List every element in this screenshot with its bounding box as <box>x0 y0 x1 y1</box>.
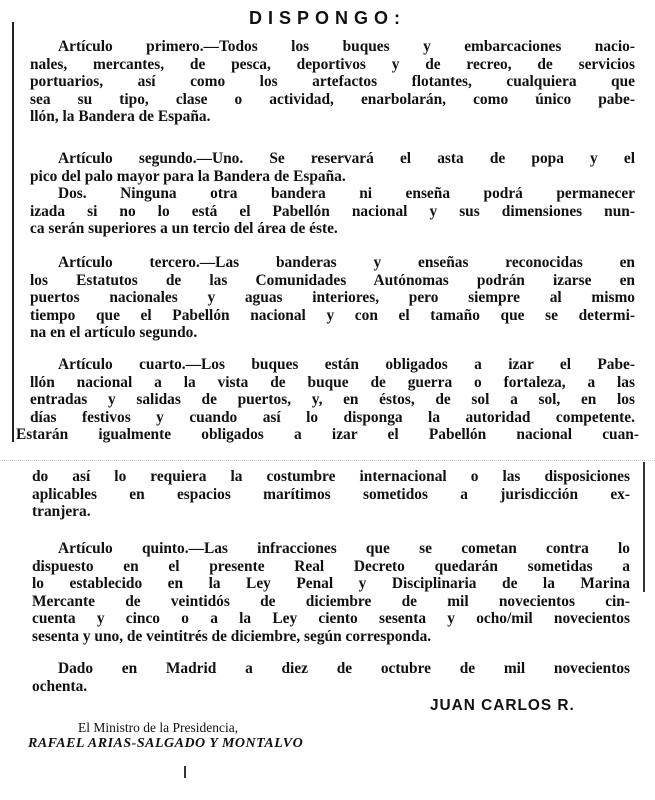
minister-name: RAFAEL ARIAS-SALGADO Y MONTALVO <box>28 736 304 751</box>
text-line: llón nacional a la vista de buque de guerra o fortaleza, a las <box>30 373 635 391</box>
text-line: Artículo quinto.—Las infracciones que se cometan contra lo <box>58 540 630 557</box>
articulo-cuarto <box>16 356 639 444</box>
articulo-segundo <box>30 150 635 238</box>
text-line: ochenta. <box>32 677 88 695</box>
text-line: aplicables en espacios marítimos sometidos a jurisdicción ex- <box>32 485 630 503</box>
text-line: sea su tipo, clase o actividad, enarbolarán, como único pabe- <box>30 90 635 108</box>
heading-dispongo: DISPONGO: <box>248 8 406 28</box>
dado-en-madrid <box>32 660 630 695</box>
text-line: los Estatutos de las Comunidades Autónomas podrán izarse en <box>30 271 635 289</box>
signature-king: JUAN CARLOS R. <box>430 697 575 714</box>
text-line: tiempo que el Pabellón nacional y con el tamaño que se determi- <box>30 306 635 324</box>
text-line: Artículo segundo.—Uno. Se reservará el asta de popa y el <box>58 150 635 167</box>
text-line: Dado en Madrid a diez de octubre de mil novecientos <box>58 660 630 677</box>
text-line: entradas y salidas de puertos, y, en éstos, de sol a sol, en los <box>30 391 635 409</box>
text-line: na en el artículo segundo. <box>30 324 198 342</box>
left-column-rule <box>12 22 14 442</box>
text-line: Mercante de veintidós de diciembre de mil novecientos cin- <box>32 592 630 610</box>
text-line: sesenta y uno, de veintitrés de diciembre, según corresponda. <box>32 627 432 645</box>
print-mark <box>184 766 186 778</box>
text-line: portuarios, así como los artefactos flotantes, cualquiera que <box>30 73 635 91</box>
text-line: izada si no lo está el Pabellón nacional y sus dimensiones nun- <box>30 202 635 220</box>
right-column-rule <box>643 462 645 592</box>
text-line: puertos nacionales y aguas interiores, pero siempre al mismo <box>30 289 635 307</box>
text-line: Dos. Ninguna otra bandera ni enseña podrá permanecer <box>58 185 635 203</box>
articulo-cuarto-continuation <box>32 468 630 521</box>
text-line: nales, mercantes, de pesca, deportivos y de recreo, de servicios <box>30 55 635 73</box>
text-line: pico del palo mayor para la Bandera de España. <box>30 167 346 185</box>
text-line: dispuesto en el presente Real Decreto quedarán sometidas a <box>32 557 630 575</box>
text-line: tranjera. <box>32 503 91 521</box>
text-line: Artículo cuarto.—Los buques están obligados a izar el Pabe- <box>58 356 635 373</box>
text-line: cuenta y cinco o a la Ley ciento sesenta y ocho/mil novecientos <box>32 610 630 628</box>
clipping-seam <box>0 450 655 461</box>
minister-title: El Ministro de la Presidencia, <box>78 720 239 735</box>
text-line: llón, la Bandera de España. <box>30 108 211 126</box>
text-line: días festivos y cuando así lo disponga la autoridad competente. <box>30 408 635 426</box>
articulo-quinto <box>32 540 630 646</box>
text-line: lo establecido en la Ley Penal y Disciplinaria de la Marina <box>32 575 630 593</box>
text-line: do así lo requiera la costumbre internacional o las disposiciones <box>32 468 630 485</box>
articulo-tercero <box>30 254 635 342</box>
text-line: Artículo tercero.—Las banderas y enseñas reconocidas en <box>58 254 635 271</box>
text-line: ca serán superiores a un tercio del área de éste. <box>30 220 338 238</box>
articulo-primero <box>30 38 635 126</box>
text-line: Artículo primero.—Todos los buques y embarcaciones nacio- <box>58 38 635 55</box>
text-line: Estarán igualmente obligados a izar el Pabellón nacional cuan- <box>16 426 639 444</box>
